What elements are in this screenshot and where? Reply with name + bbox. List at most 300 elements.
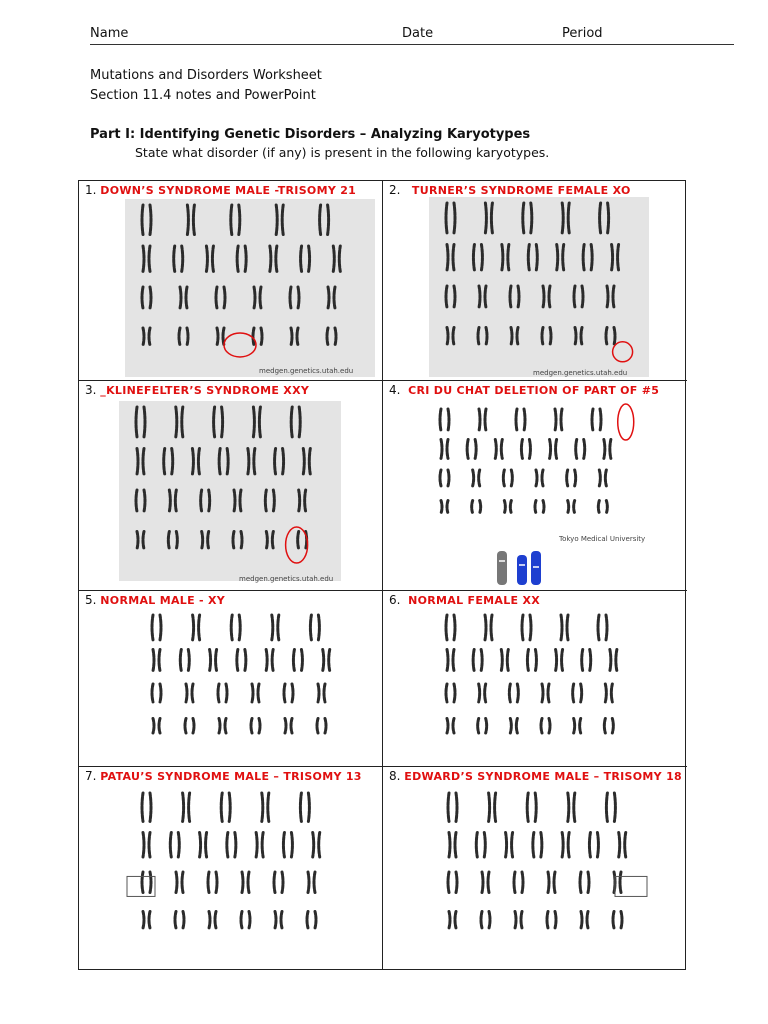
karyotype-cell-7 bbox=[79, 767, 383, 969]
chromosome bbox=[276, 205, 277, 235]
chromosome bbox=[606, 793, 607, 821]
karyotype-image bbox=[429, 197, 649, 377]
chromosome bbox=[227, 833, 228, 857]
chromosome bbox=[206, 833, 207, 857]
chromosome bbox=[182, 246, 183, 271]
chromosome bbox=[604, 440, 605, 459]
chromosome bbox=[575, 328, 576, 345]
chromosome bbox=[240, 490, 241, 512]
chromosome bbox=[522, 615, 523, 640]
karyotype-image bbox=[119, 401, 341, 581]
chromosome bbox=[473, 650, 474, 671]
chromosome bbox=[484, 833, 485, 857]
date-label: Date bbox=[402, 26, 434, 41]
chromosome bbox=[580, 872, 581, 893]
chromosome bbox=[239, 615, 240, 640]
chromosome bbox=[193, 205, 194, 235]
chromosome bbox=[200, 833, 201, 857]
chromosome bbox=[613, 286, 614, 308]
chromosome bbox=[446, 684, 447, 702]
chromosome bbox=[521, 912, 522, 929]
chromosome bbox=[453, 650, 454, 671]
chromosome bbox=[562, 203, 563, 233]
chromosome bbox=[610, 440, 611, 459]
chromosome bbox=[253, 407, 254, 437]
chromosome bbox=[446, 203, 447, 233]
chromosome bbox=[446, 615, 447, 640]
cell-number: 3. bbox=[85, 383, 97, 397]
chromosome bbox=[531, 203, 532, 233]
chromosome bbox=[548, 872, 549, 893]
answer-text: PATAU’S SYNDROME MALE – TRISOMY 13 bbox=[100, 770, 362, 783]
chromosome bbox=[440, 470, 441, 486]
karyotype-table bbox=[78, 180, 686, 970]
chromosome bbox=[227, 449, 228, 475]
chromosome bbox=[180, 287, 181, 308]
chromosome bbox=[581, 684, 582, 702]
chromosome bbox=[169, 490, 170, 512]
chromosome bbox=[202, 532, 203, 549]
chromosome bbox=[328, 287, 329, 308]
chromosome bbox=[591, 245, 592, 271]
chromosome bbox=[489, 793, 490, 821]
chromosome bbox=[527, 650, 528, 671]
chromosome bbox=[164, 449, 165, 475]
chromosome bbox=[219, 449, 220, 475]
chromosome bbox=[201, 490, 202, 512]
chromosome bbox=[588, 872, 589, 893]
chromosome bbox=[511, 470, 512, 486]
cell-number: 2. bbox=[389, 183, 401, 197]
chromosome bbox=[619, 833, 620, 857]
chromosome bbox=[182, 407, 183, 437]
chromosome bbox=[612, 719, 613, 733]
cell-number: 6. bbox=[389, 593, 401, 607]
karyotype-image bbox=[135, 609, 361, 761]
chromosome bbox=[323, 650, 324, 671]
name-label: Name bbox=[90, 26, 129, 41]
answer-text: NORMAL FEMALE XX bbox=[408, 594, 541, 607]
chromosome bbox=[208, 872, 209, 893]
chromosome bbox=[324, 684, 325, 702]
cell-label bbox=[85, 769, 362, 783]
chromosome bbox=[576, 440, 577, 459]
karyotype-cell-6 bbox=[383, 591, 687, 767]
chromosome bbox=[179, 328, 180, 345]
chromosome bbox=[175, 490, 176, 512]
chromosome bbox=[235, 833, 236, 857]
chromosome bbox=[448, 872, 449, 893]
chromosome bbox=[454, 615, 455, 640]
chromosome bbox=[485, 286, 486, 308]
chromosome bbox=[333, 246, 334, 271]
chromosome bbox=[317, 719, 318, 733]
chromosome bbox=[447, 328, 448, 345]
chromosome bbox=[541, 719, 542, 733]
karyotype-image bbox=[423, 403, 641, 539]
chromosome bbox=[561, 615, 562, 640]
chromosome bbox=[481, 245, 482, 271]
chromosome bbox=[587, 912, 588, 929]
chromosome bbox=[476, 833, 477, 857]
chromosome bbox=[186, 684, 187, 702]
cell-number: 7. bbox=[85, 769, 97, 783]
chromosome bbox=[479, 409, 480, 431]
chromosome bbox=[485, 684, 486, 702]
chromosome bbox=[160, 684, 161, 702]
chromosome bbox=[234, 490, 235, 512]
chromosome bbox=[557, 245, 558, 271]
karyotype-cell-5 bbox=[79, 591, 383, 767]
chromosome bbox=[150, 793, 151, 821]
chromosome bbox=[621, 912, 622, 929]
chromosome bbox=[486, 719, 487, 733]
chromosome bbox=[298, 287, 299, 308]
chromosome bbox=[508, 245, 509, 271]
chromosome bbox=[580, 719, 581, 733]
answer-text: EDWARD’S SYNDROME MALE – TRISOMY 18 bbox=[404, 770, 682, 783]
chromosome bbox=[209, 490, 210, 512]
chromosome bbox=[282, 205, 283, 235]
chromosome bbox=[329, 650, 330, 671]
chromosome bbox=[281, 912, 282, 929]
chromosome bbox=[502, 245, 503, 271]
chromosome bbox=[481, 912, 482, 929]
chromosome bbox=[510, 286, 511, 308]
chromosome bbox=[215, 912, 216, 929]
chromosome bbox=[488, 872, 489, 893]
chromosome bbox=[313, 833, 314, 857]
chromosome bbox=[186, 287, 187, 308]
cell-label bbox=[85, 183, 356, 197]
cell-label bbox=[389, 593, 540, 607]
chromosome bbox=[252, 684, 253, 702]
chromosome bbox=[589, 833, 590, 857]
chromosome bbox=[291, 833, 292, 857]
chromosome bbox=[170, 833, 171, 857]
chromosome bbox=[449, 912, 450, 929]
chromosome bbox=[298, 532, 299, 549]
chromosome bbox=[310, 615, 311, 640]
chromosome bbox=[522, 872, 523, 893]
chromosome bbox=[187, 328, 188, 345]
chromosome bbox=[447, 501, 448, 514]
chromosome bbox=[448, 470, 449, 486]
chromosome bbox=[278, 615, 279, 640]
chromosome bbox=[254, 287, 255, 308]
karyotype-image bbox=[431, 787, 657, 959]
chromosome bbox=[453, 719, 454, 733]
chromosome bbox=[599, 470, 600, 486]
chromosome bbox=[217, 328, 218, 345]
chromosome bbox=[453, 245, 454, 271]
chromosome bbox=[276, 246, 277, 271]
chromosome bbox=[284, 684, 285, 702]
chromosome bbox=[303, 449, 304, 475]
chromosome bbox=[150, 205, 151, 235]
chromosome bbox=[152, 684, 153, 702]
chromosome bbox=[273, 490, 274, 512]
chromosome bbox=[610, 650, 611, 671]
chromosome bbox=[137, 449, 138, 475]
chromosome bbox=[187, 205, 188, 235]
chromosome bbox=[226, 684, 227, 702]
chromosome bbox=[216, 872, 217, 893]
chromosome bbox=[611, 684, 612, 702]
chromosome bbox=[562, 650, 563, 671]
chromosome bbox=[504, 501, 505, 514]
chromosome bbox=[225, 719, 226, 733]
chromosome bbox=[262, 833, 263, 857]
chromosome bbox=[309, 449, 310, 475]
image-credit: medgen.genetics.utah.edu bbox=[259, 367, 354, 375]
chromosome bbox=[597, 833, 598, 857]
chromosome bbox=[511, 328, 512, 345]
chromosome bbox=[272, 615, 273, 640]
chromosome bbox=[568, 793, 569, 821]
cell-number: 5. bbox=[85, 593, 97, 607]
chromosome bbox=[581, 912, 582, 929]
chromosome bbox=[143, 532, 144, 549]
chromosome bbox=[533, 833, 534, 857]
chromosome bbox=[479, 470, 480, 486]
chromosome bbox=[600, 409, 601, 431]
chromosome bbox=[467, 440, 468, 459]
chromosome bbox=[473, 470, 474, 486]
chromosome bbox=[447, 440, 448, 459]
chromosome bbox=[516, 409, 517, 431]
chromosome bbox=[159, 719, 160, 733]
chromosome bbox=[478, 719, 479, 733]
chromosome bbox=[149, 328, 150, 345]
chromosome bbox=[574, 793, 575, 821]
chromosome bbox=[193, 615, 194, 640]
answer-text: TURNER’S SYNDROME FEMALE XO bbox=[411, 184, 631, 197]
chromosome bbox=[231, 205, 232, 235]
chromosome bbox=[523, 203, 524, 233]
chromosome bbox=[573, 684, 574, 702]
part-instruction: State what disorder (if any) is present in the following karyotypes. bbox=[135, 145, 550, 160]
chromosome bbox=[535, 793, 536, 821]
image-credit: Tokyo Medical University bbox=[559, 535, 646, 543]
chromosome bbox=[325, 719, 326, 733]
chromosome bbox=[515, 912, 516, 929]
image-credit: medgen.genetics.utah.edu bbox=[533, 369, 628, 377]
chromosome bbox=[606, 501, 607, 514]
karyotype-cell-3 bbox=[79, 381, 383, 591]
chromosome bbox=[456, 872, 457, 893]
chromosome bbox=[485, 203, 486, 233]
chromosome bbox=[581, 328, 582, 345]
chromosome bbox=[260, 287, 261, 308]
chromosome bbox=[482, 872, 483, 893]
chromosome bbox=[455, 833, 456, 857]
chromosome bbox=[142, 287, 143, 308]
chromosome bbox=[512, 833, 513, 857]
cell-label bbox=[389, 383, 659, 397]
chromosome bbox=[214, 407, 215, 437]
image-background bbox=[119, 401, 341, 581]
chromosome bbox=[275, 912, 276, 929]
chromosome bbox=[245, 650, 246, 671]
chromosome bbox=[521, 440, 522, 459]
chromosome bbox=[320, 205, 321, 235]
chromosome bbox=[253, 328, 254, 345]
chromosome bbox=[293, 650, 294, 671]
chromosome bbox=[478, 328, 479, 345]
chromosome bbox=[447, 650, 448, 671]
cell-label bbox=[85, 383, 309, 397]
chromosome bbox=[542, 470, 543, 486]
chromosome bbox=[149, 833, 150, 857]
chromosome bbox=[620, 872, 621, 893]
chromosome bbox=[137, 532, 138, 549]
chromosome bbox=[606, 615, 607, 640]
chromosome bbox=[152, 615, 153, 640]
chromosome bbox=[259, 719, 260, 733]
chromosome bbox=[297, 328, 298, 345]
chromosome bbox=[472, 501, 473, 514]
chromosome bbox=[456, 793, 457, 821]
chromosome bbox=[440, 409, 441, 431]
chromosome bbox=[527, 793, 528, 821]
chromosome bbox=[447, 245, 448, 271]
chromosome bbox=[291, 407, 292, 437]
cell-number: 1. bbox=[85, 183, 97, 197]
chromosome bbox=[241, 532, 242, 549]
chromosome bbox=[574, 501, 575, 514]
chromosome bbox=[249, 912, 250, 929]
image-background bbox=[125, 199, 375, 377]
chromosome bbox=[517, 328, 518, 345]
chromosome bbox=[475, 440, 476, 459]
chromosome bbox=[261, 328, 262, 345]
chromosome bbox=[233, 532, 234, 549]
chromosome bbox=[301, 650, 302, 671]
answer-text: DOWN’S SYNDROME MALE -TRISOMY 21 bbox=[100, 184, 357, 197]
chromosome bbox=[600, 203, 601, 233]
chromosome bbox=[448, 793, 449, 821]
chromosome bbox=[480, 501, 481, 514]
chromosome bbox=[495, 793, 496, 821]
chromosome bbox=[266, 650, 267, 671]
chromosome bbox=[556, 440, 557, 459]
chromosome bbox=[625, 833, 626, 857]
cell-label bbox=[389, 183, 631, 197]
chromosome bbox=[441, 501, 442, 514]
chromosome bbox=[542, 684, 543, 702]
chromosome bbox=[507, 650, 508, 671]
chromosome bbox=[192, 684, 193, 702]
chromosome bbox=[613, 912, 614, 929]
chromosome bbox=[563, 245, 564, 271]
chromosome bbox=[251, 719, 252, 733]
chromosome bbox=[328, 205, 329, 235]
chromosome bbox=[590, 650, 591, 671]
chromosome bbox=[506, 833, 507, 857]
chromosome bbox=[598, 501, 599, 514]
header-row bbox=[90, 24, 734, 45]
cell-label bbox=[85, 593, 225, 607]
chromosome bbox=[614, 793, 615, 821]
chromosome bbox=[584, 440, 585, 459]
chromosome bbox=[608, 203, 609, 233]
chromosome bbox=[495, 440, 496, 459]
chromosome bbox=[282, 872, 283, 893]
answer-text: CRI DU CHAT DELETION OF PART OF #5 bbox=[408, 384, 660, 397]
chromosome bbox=[245, 246, 246, 271]
chromosome bbox=[176, 407, 177, 437]
chromosome bbox=[150, 872, 151, 893]
cell-number: 8. bbox=[389, 769, 401, 783]
chromosome bbox=[268, 793, 269, 821]
chromosome bbox=[242, 872, 243, 893]
chromosome bbox=[262, 793, 263, 821]
chromosome bbox=[221, 793, 222, 821]
chromosome bbox=[239, 205, 240, 235]
chromosome bbox=[144, 490, 145, 512]
chromosome bbox=[454, 286, 455, 308]
chromosome bbox=[144, 407, 145, 437]
chromosome bbox=[535, 650, 536, 671]
chromosome bbox=[150, 287, 151, 308]
karyotype-image bbox=[125, 199, 375, 377]
chromosome bbox=[272, 532, 273, 549]
chromosome bbox=[210, 650, 211, 671]
chromosome bbox=[574, 719, 575, 733]
chromosome bbox=[241, 912, 242, 929]
chromosome bbox=[614, 328, 615, 345]
chromosome bbox=[159, 650, 160, 671]
chromosome bbox=[491, 203, 492, 233]
chromosome bbox=[501, 650, 502, 671]
chromosome bbox=[142, 205, 143, 235]
chromosome bbox=[237, 650, 238, 671]
chromosome-normal bbox=[497, 551, 507, 585]
chromosome bbox=[229, 793, 230, 821]
chromosome bbox=[143, 912, 144, 929]
chromosome bbox=[183, 912, 184, 929]
image-background bbox=[429, 197, 649, 377]
chromosome bbox=[143, 246, 144, 271]
chromosome bbox=[554, 872, 555, 893]
chromosome bbox=[592, 409, 593, 431]
chromosome bbox=[568, 203, 569, 233]
chromosome bbox=[541, 833, 542, 857]
karyotype-cell-1 bbox=[79, 181, 383, 381]
chromosome bbox=[555, 912, 556, 929]
chromosome bbox=[479, 684, 480, 702]
cell-label bbox=[389, 769, 682, 783]
chromosome bbox=[300, 793, 301, 821]
chromosome bbox=[290, 287, 291, 308]
chromosome bbox=[582, 286, 583, 308]
chromosome bbox=[514, 872, 515, 893]
chromosome bbox=[301, 246, 302, 271]
chromosome bbox=[142, 793, 143, 821]
chromosome bbox=[176, 872, 177, 893]
part-heading: Part I: Identifying Genetic Disorders – Analyzing Karyotypes bbox=[90, 127, 531, 142]
chromosome bbox=[516, 719, 517, 733]
chromosome-normal-blue bbox=[531, 551, 541, 585]
chromosome bbox=[489, 912, 490, 929]
chromosome bbox=[216, 650, 217, 671]
chromosome bbox=[274, 872, 275, 893]
chromosome bbox=[198, 449, 199, 475]
answer-text: _KLINEFELTER’S SYNDROME XXY bbox=[100, 384, 310, 397]
chromosome bbox=[272, 650, 273, 671]
chromosome bbox=[318, 615, 319, 640]
